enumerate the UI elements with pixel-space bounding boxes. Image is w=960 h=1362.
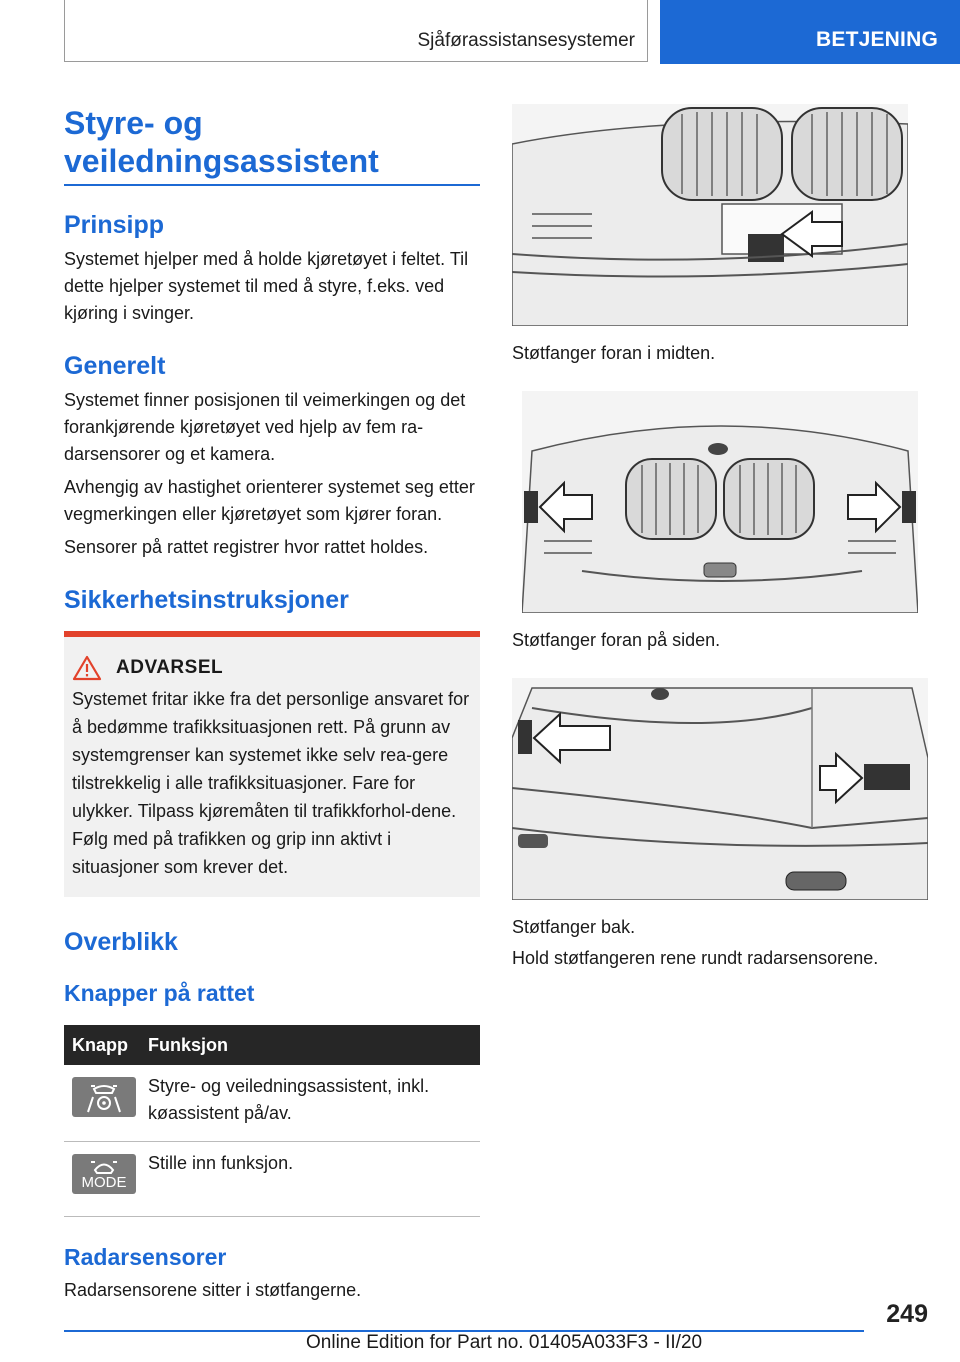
- row-function-text: Stille inn funksjon.: [148, 1153, 294, 1173]
- radar-heading: Radarsensorer: [64, 1244, 227, 1270]
- warning-box: [64, 631, 480, 897]
- page-title: Styre- og veiledningsassistent: [64, 104, 480, 186]
- radar-text: Radarsensorene sitter i støtfangerne.: [64, 1280, 362, 1300]
- principle-heading: Prinsipp: [64, 211, 165, 239]
- front-bumper-side-illustration: [522, 391, 918, 613]
- front-bumper-center-illustration: [512, 104, 908, 326]
- caption-front-side: Støtfanger foran på siden.: [512, 630, 721, 650]
- header-frame: [64, 0, 648, 62]
- page-number: 249: [886, 1300, 928, 1328]
- general-paragraph-3: Sensorer på rattet registrer hvor rattet holdes.: [64, 537, 429, 557]
- warning-triangle-icon: [72, 655, 102, 681]
- figure-front-center: [512, 104, 908, 326]
- buttons-table: [64, 1025, 480, 1217]
- general-paragraph-1: Systemet finner posisjonen til veimerkingen og det forankjørende kjøretøyet ved hjelp av fem ra-darsensorer og et kamera.: [64, 390, 466, 464]
- safety-heading: Sikkerhetsinstruksjoner: [64, 586, 349, 614]
- general-paragraph-2: Avhengig av hastighet orienterer systemet seg etter vegmerkingen eller kjøretøyet som kjører foran.: [64, 477, 475, 524]
- column-header-function: Funksjon: [148, 1034, 228, 1055]
- warning-text: Systemet fritar ikke fra det personlige ansvaret for å bedømme trafikksituasjonen rett. På grunn av systemgrenser kan systemet ikke selv rea-gere tilstrekkelig i alle trafikksituasjoner. Fare for ulykker. Tilpass kjøremåten til trafikkforhol-dene. Følg med på trafikken og grip inn aktivt i situasjoner som krever det.: [72, 689, 470, 877]
- chapter-tab[interactable]: BETJENING: [660, 0, 960, 64]
- overview-heading: Overblikk: [64, 928, 178, 956]
- figure-front-side: [522, 391, 918, 613]
- figure-rear: [512, 678, 928, 900]
- table-row: [64, 1142, 480, 1217]
- radar-cleaning-note: Hold støtfangeren rene rundt radarsensorene.: [512, 948, 879, 968]
- mode-button-icon: [72, 1154, 136, 1194]
- rear-bumper-illustration: [512, 678, 928, 900]
- general-heading: Generelt: [64, 352, 166, 380]
- left-column: [64, 104, 480, 1310]
- mode-label: MODE: [81, 1174, 127, 1191]
- warning-title: ADVARSEL: [116, 657, 224, 678]
- footer-edition: Online Edition for Part no. 01405A033F3 - II/20: [306, 1332, 703, 1353]
- right-column: [512, 104, 928, 978]
- table-row: [64, 1065, 480, 1142]
- caption-rear: Støtfanger bak.: [512, 917, 636, 937]
- row-function-text: Styre- og veiledningsassistent, inkl. køassistent på/av.: [148, 1076, 430, 1123]
- principle-text: Systemet hjelper med å holde kjøretøyet i feltet. Til dette hjelper systemet til med å styre, f.eks. ved kjøring i svinger.: [64, 249, 469, 323]
- buttons-heading: Knapper på rattet: [64, 980, 255, 1006]
- caption-front-center: Støtfanger foran i midten.: [512, 343, 716, 363]
- table-header: [64, 1025, 480, 1065]
- column-header-button: Knapp: [72, 1034, 128, 1055]
- section-title: Sjåførassistansesystemer: [417, 30, 635, 51]
- steering-assist-icon: [72, 1077, 136, 1117]
